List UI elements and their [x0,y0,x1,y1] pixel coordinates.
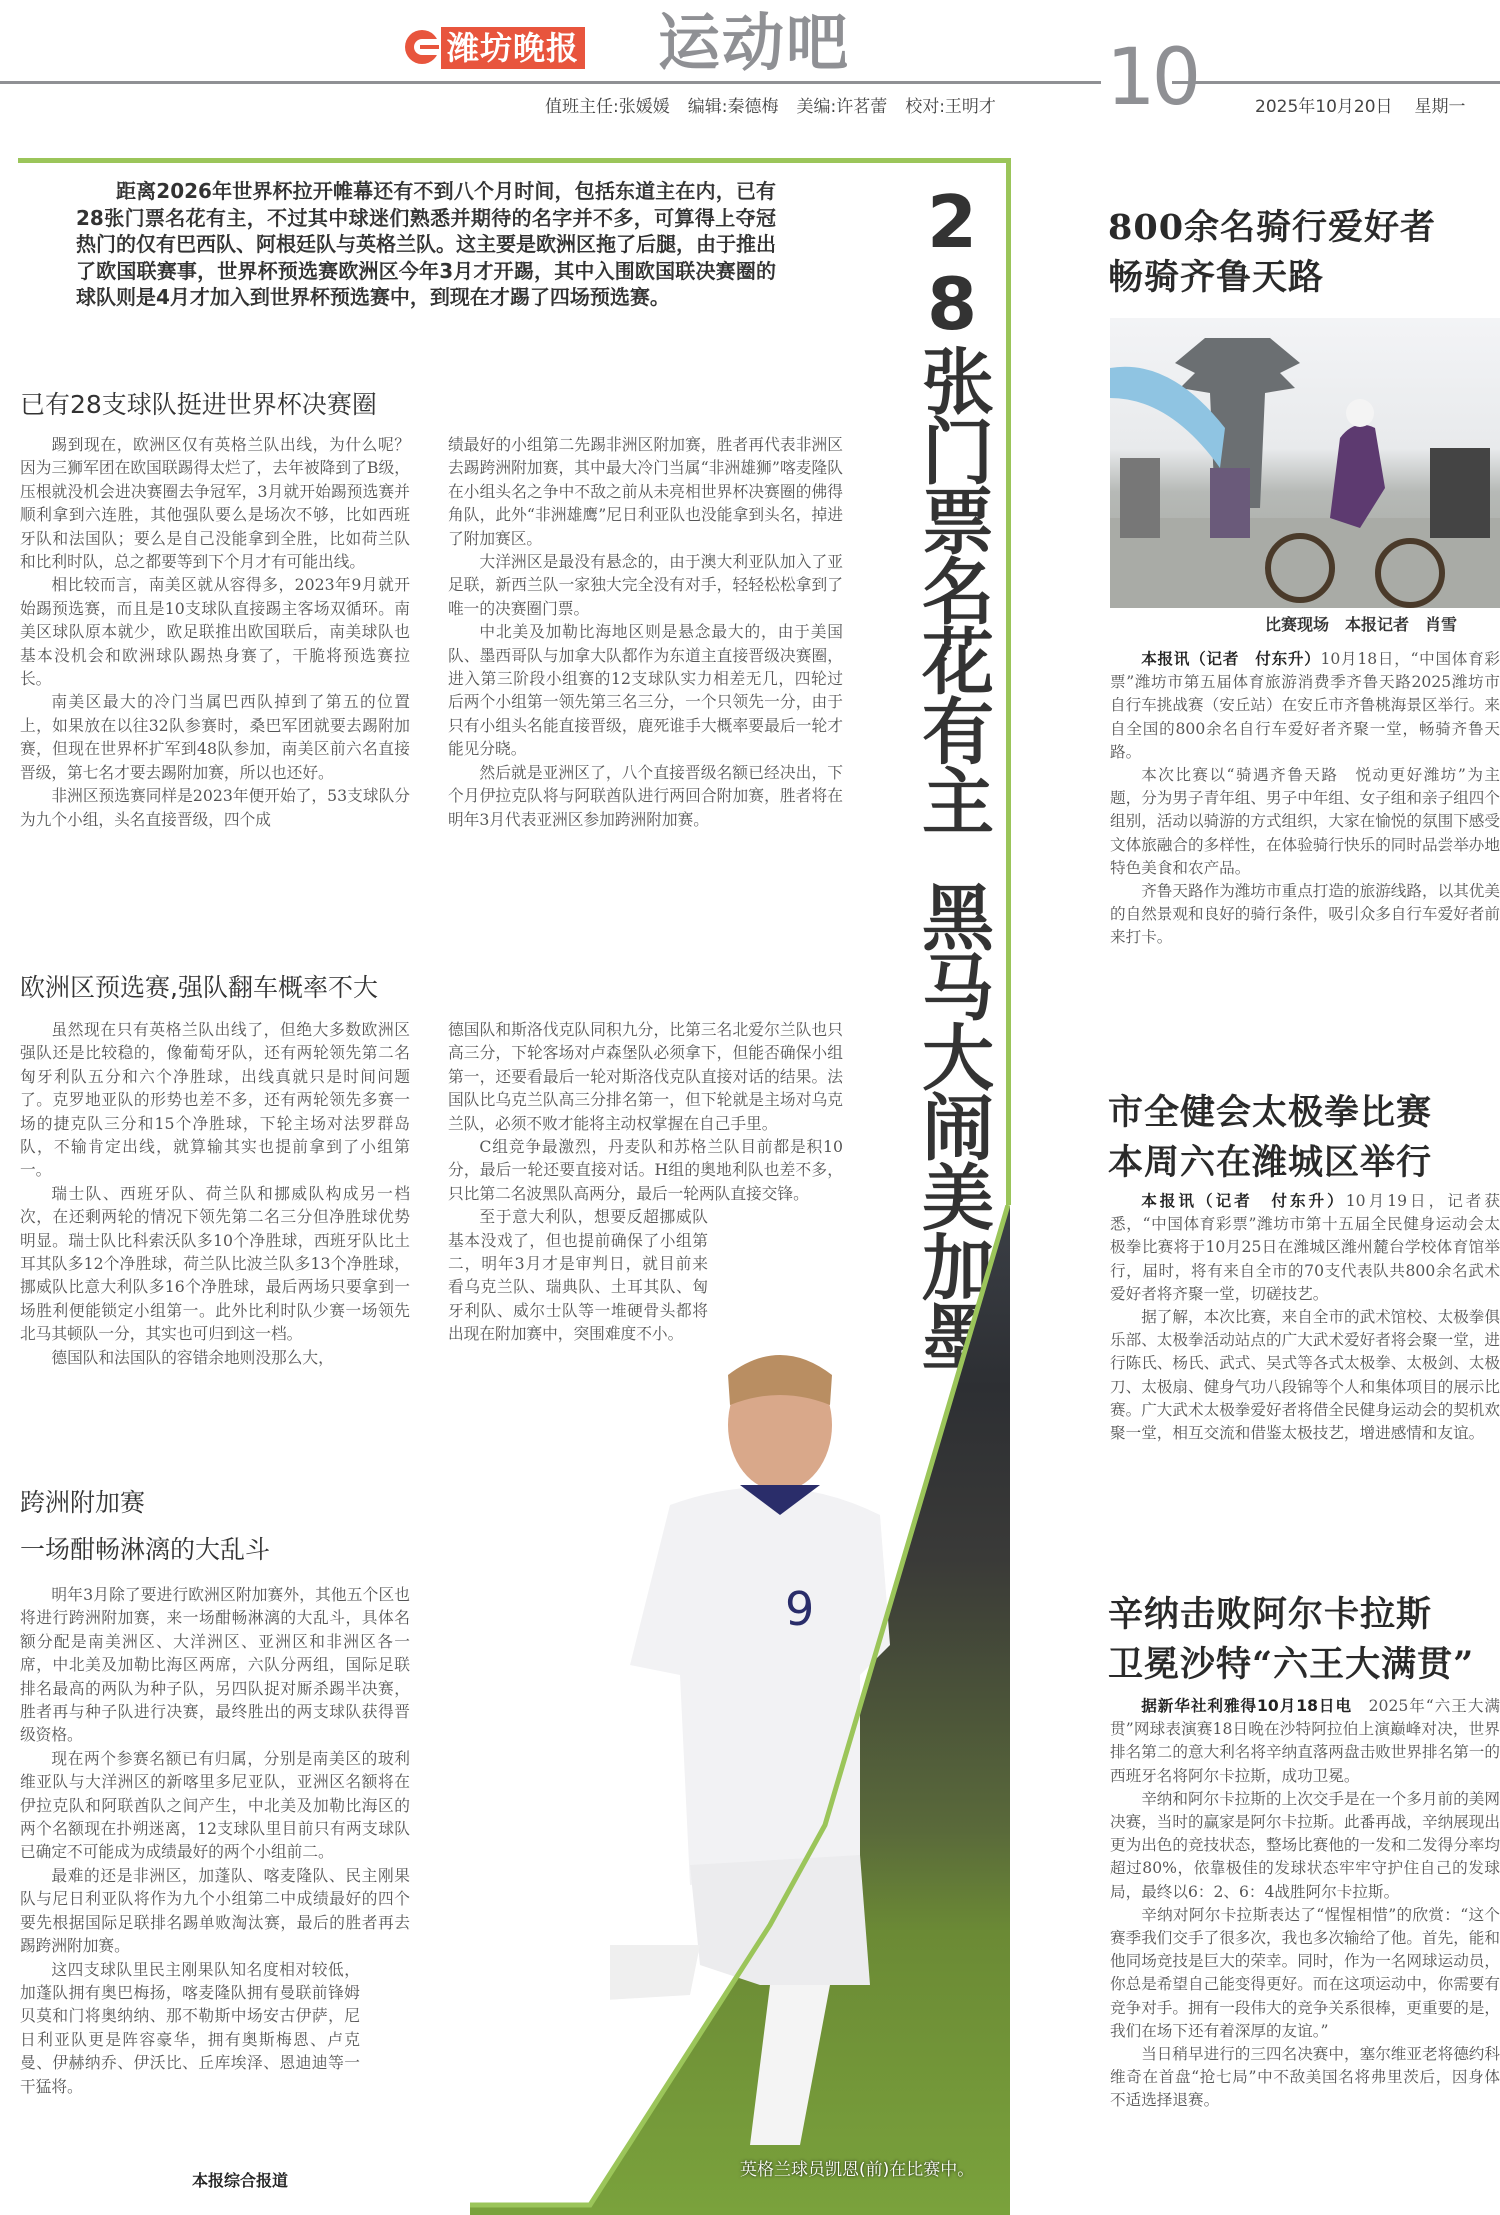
football-player-figure [610,1345,890,2165]
section-subheading: 一场酣畅淋漓的大乱斗 [20,1535,271,1564]
paragraph: 大洋洲区是最没有悬念的，由于澳大利亚队加入了亚足联，新西兰队一家独大完全没有对手，轻轻松松拿到了唯一的决赛圈门票。 [448,552,843,618]
frame-top-rule [18,158,1010,163]
section-heading: 欧洲区预选赛,强队翻车概率不大 [20,973,378,1002]
paragraph-text: 10月19日，记者获悉，“中国体育彩票”潍坊市第十五届全民健身运动会太极拳比赛将于10月25日在潍城区潍州麓台学校体育馆举行，届时，将有来自全市的70支代表队共800余名武术爱好者将齐聚一堂，切磋技艺。 [1110,1192,1500,1303]
paragraph: 中北美及加勒比海地区则是悬念最大的，由于美国队、墨西哥队与加拿大队都作为东道主直接晋级决赛圈，进入第三阶段小组赛的12支球队实力相差无几，四轮过后两个小组第一领先第三名三分，一个只领先一分，由于只有小组头名能直接晋级，鹿死谁手大概率要最后一轮才能见分晓。 [448,622,843,759]
headline-part-1: 28张门票名花有主 [910,180,994,834]
sidebar-article [1110,1695,1500,2113]
paragraph: 辛纳和阿尔卡拉斯的上次交手是在一个多月前的美网决赛，当时的赢家是阿尔卡拉斯。此番再战，辛纳展现出更为出色的竞技状态，整场比赛他的一发和二发得分率均超过80%，依靠极佳的发球状态牢牢守护住自己的发球局，最终以6：2、6：4战胜阿尔卡拉斯。 [1110,1789,1500,1901]
headline-line: 800余名骑行爱好者 [1108,207,1437,248]
sidebar-article [1110,1190,1500,1445]
masthead-divider-right [1172,81,1500,84]
lede-paragraph: 距离2026年世界杯拉开帷幕还有不到八个月时间，包括东道主在内，已有28张门票名花有主，不过其中球迷们熟悉并期待的名字并不多，可算得上夺冠热门的仅有巴西队、阿根廷队与英格兰队。这主要是欧洲区拖了后腿，由于推出了欧国联赛事，世界杯预选赛欧洲区今年3月才开踢，其中入围欧国联决赛圈的球队则是4月才加入到世界杯预选赛中，到现在才踢了四场预选赛。 [76,179,776,309]
sidebar-headline [1108,1088,1432,1188]
weekday-text: 星期一 [1414,97,1466,117]
paragraph: 本次比赛以“骑遇齐鲁天路 悦动更好潍坊”为主题，分为男子青年组、男子中年组、女子组和亲子组四个组别，活动以骑游的方式组织，大家在愉悦的氛围下感受文体旅融合的多样性，在体验骑行快乐的同时品尝举办地特色美食和农产品。 [1110,766,1500,877]
credit-duty-chief: 值班主任:张媛媛 [545,97,670,117]
newspaper-logo-icon [405,30,439,64]
article-column [20,1018,410,1369]
paragraph: 齐鲁天路作为潍坊市重点打造的旅游线路，以其优美的自然景观和良好的骑行条件，吸引众多自行车爱好者前来打卡。 [1110,882,1500,947]
cycling-photo [1110,318,1500,608]
sidebar-headline [1108,203,1436,303]
paragraph: 德国队和斯洛伐克队同积九分，比第三名北爱尔兰队也只高三分，下轮客场对卢森堡队必须拿下，但能否确保小组第一，还要看最后一轮对斯洛伐克队直接对话的结果。法国队比乌克兰队高三分排名第一，但下轮就是主场对乌克兰队，必须不败才能将主动权掌握在自己手里。 [448,1020,843,1133]
paragraph: 最难的还是非洲区，加蓬队、喀麦隆队、民主刚果队与尼日利亚队将作为九个小组第二中成绩最好的四个要先根据国际足联排名踢单败淘汰赛，最后的胜者再去踢跨洲附加赛。 [20,1865,410,1956]
paragraph-text: 10月18日，“中国体育彩票”潍坊市第五届体育旅游消费季齐鲁天路2025潍坊市自行车挑战赛（安丘站）在安丘市齐鲁桃海景区举行。来自全国的800余名自行车爱好者齐聚一堂，畅骑齐鲁天路。 [1110,650,1500,761]
paragraph: 瑞士队、西班牙队、荷兰队和挪威队构成另一档次，在还剩两轮的情况下领先第二名三分但净胜球优势明显。瑞士队比科索沃队多10个净胜球，西班牙队比土耳其队多12个净胜球，荷兰队比波兰队多13个净胜球，挪威队比意大利队多16个净胜球，最后两场只要拿到一场胜利便能锁定小组第一。此外比利时队少赛一场领先北马其顿队一分，其实也可归到这一档。 [20,1183,410,1344]
photo-caption: 英格兰球员凯恩(前)在比赛中。 [740,2160,975,2180]
paragraph: 这四支球队里民主刚果队知名度相对较低，加蓬队拥有奥巴梅扬，喀麦隆队拥有曼联前锋姆贝莫和门将奥纳纳、那不勒斯中场安古伊萨，尼日利亚队更是阵容豪华，拥有奥斯梅恩、卢克曼、伊赫纳乔、伊沃比、丘库埃泽、恩迪迪等一干猛将。 [20,1959,360,2096]
paragraph: 据了解，本次比赛，来自全市的武术馆校、太极拳俱乐部、太极拳活动站点的广大武术爱好者将会聚一堂，进行陈氏、杨氏、武式、吴式等各式太极拳、太极剑、太极刀、太极扇、健身气功八段锦等个人和集体项目的展示比赛。广大武术太极拳爱好者将借全民健身运动会的契机欢聚一堂，相互交流和借鉴太极技艺，增进感情和友谊。 [1110,1308,1500,1443]
paragraph: 辛纳对阿尔卡拉斯表达了“惺惺相惜”的欣赏：“这个赛季我们交手了很多次，我也多次输给了他。首先，能和他同场竞技是巨大的荣幸。同时，作为一名网球运动员，你总是希望自己能变得更好。而在这项运动中，你需要有竞争对手。拥有一段伟大的竞争关系很棒，更重要的是，我们在场下还有着深厚的友谊。” [1110,1905,1500,2040]
section-heading: 跨洲附加赛 [20,1488,146,1517]
paragraph: 德国队和法国队的容错余地则没那么大， [51,1347,334,1367]
paper-name: 潍坊晚报 [441,27,585,69]
headline-part-2: 黑马大闹美加墨 [910,880,994,1370]
paragraph [1110,1190,1500,1306]
paragraph: 非洲区预选赛同样是2023年便开始了，53支球队分为九个小组，头名直接晋级，四个成 [20,786,410,829]
paragraph: 至于意大利队，想要反超挪威队基本没戏了，但也提前确保了小组第二，明年3月才是审判日，就目前来看乌克兰队、瑞典队、土耳其队、匈牙利队、威尔士队等一堆硬骨头都将出现在附加赛中，突围难度不小。 [448,1207,708,1344]
sidebar-headline [1108,1590,1474,1690]
headline-line: 本周六在潍城区举行 [1108,1142,1433,1183]
main-headline-vertical [900,180,992,1370]
paragraph: 相比较而言，南美区就从容得多，2023年9月就开始踢预选赛，而且是10支球队直接踢主客场双循环。南美区球队原本就少，欧足联推出欧国联后，南美球队也基本没机会和欧洲球队踢热身赛了，干脆将预选赛拉长。 [20,575,410,689]
paragraph [1110,648,1500,764]
paragraph: 然后就是亚洲区了，八个直接晋级名额已经决出，下个月伊拉克队将与阿联酋队进行两回合附加赛，胜者将在明年3月代表亚洲区参加跨洲附加赛。 [448,762,843,829]
paragraph: 虽然现在只有英格兰队出线了，但绝大多数欧洲区强队还是比较稳的，像葡萄牙队，还有两轮领先第二名匈牙利队五分和六个净胜球，出线真就只是时间问题了。克罗地亚队的形势也差不多，还有两轮领先多赛一场的捷克队三分和15个净胜球，下轮主场对法罗群岛队，不输肯定出线，就算输其实也提前拿到了小组第一。 [20,1020,410,1180]
section-title: 运动吧 [658,6,851,79]
section-heading: 已有28支球队挺进世界杯决赛圈 [20,390,377,419]
headline-line: 卫冕沙特“六王大满贯” [1108,1644,1475,1685]
date-text: 2025年10月20日 [1255,97,1393,117]
paragraph [1110,1695,1500,1788]
paragraph-text: 2025年“六王大满贯”网球表演赛18日晚在沙特阿拉伯上演巅峰对决，世界排名第二的意大利名将辛纳直落两盘击败世界排名第一的西班牙名将阿尔卡拉斯，成功卫冕。 [1110,1697,1500,1785]
photo-credit: 比赛现场 本报记者 肖雪 [1265,615,1458,634]
editor-credits [545,92,1014,117]
frame-right-rule [1006,158,1011,1205]
article-column [20,1583,410,2098]
credit-art-editor: 美编:许茗蕾 [796,97,888,117]
svg-text:9: 9 [785,1582,815,1636]
paragraph: 当日稍早进行的三四名决赛中，塞尔维亚老将德约科维奇在首盘“抢七局”中不敌美国名将弗里茨后，因身体不适选择退赛。 [1110,2045,1500,2110]
paragraph: 明年3月除了要进行欧洲区附加赛外，其他五个区也将进行跨洲附加赛，来一场酣畅淋漓的大乱斗，具体名额分配是南美洲区、大洋洲区、亚洲区和非洲区各一席，中北美及加勒比海区两席，六队分两组，国际足联排名最高的两队为种子队，另四队捉对厮杀踢半决赛，胜者再与种子队进行决赛，最终胜出的两支球队获得晋级资格。 [20,1585,410,1745]
article-column [20,433,410,831]
masthead-divider-left [0,81,1101,84]
paragraph: 绩最好的小组第二先踢非洲区附加赛，胜者再代表非洲区去踢跨洲附加赛，其中最大冷门当属“非洲雄狮”喀麦隆队在小组头名之争中不敌之前从未亮相世界杯决赛圈的佛得角队，此外“非洲雄鹰”尼日利亚队也没能拿到头名，掉进了附加赛区。 [448,435,843,548]
paragraph: C组竞争最激烈，丹麦队和苏格兰队目前都是积10分，最后一轮还要直接对话。H组的奥地利队也差不多，只比第二名波黑队高两分，最后一轮两队直接交锋。 [448,1137,843,1203]
headline-line: 辛纳击败阿尔卡拉斯 [1108,1594,1433,1635]
main-photo [470,1205,1010,2215]
dateline: 据新华社利雅得10月18日电 [1141,1697,1353,1715]
credit-editor: 编辑:秦德梅 [687,97,779,117]
headline-line: 市全健会太极拳比赛 [1108,1092,1433,1133]
credit-proofreader: 校对:王明才 [905,97,996,117]
paragraph: 南美区最大的冷门当属巴西队掉到了第五的位置上，如果放在以往32队参赛时，桑巴军团就要去踢附加赛，但现在世界杯扩军到48队参加，南美区前六名直接晋级，第七名才要去踢附加赛，所以也还好。 [20,692,410,782]
article-column [448,433,843,831]
paragraph: 现在两个参赛名额已有归属，分别是南美区的玻利维亚队与大洋洲区的新喀里多尼亚队，亚洲区名额将在伊拉克队和阿联酋队之间产生，中北美及加勒比海区的两个名额现在扑朔迷离，12支球队里目前只有两支球队已确定不可能成为成绩最好的两个小组前二。 [20,1748,410,1862]
dateline: 本报讯（记者 付东升） [1141,650,1321,668]
byline: 本报综合报道 [192,2171,289,2190]
dateline: 本报讯（记者 付东升） [1141,1192,1346,1210]
sidebar-article [1110,648,1500,950]
issue-date [1255,92,1488,117]
paragraph: 踢到现在，欧洲区仅有英格兰队出线，为什么呢？因为三狮军团在欧国联踢得太烂了，去年被降到了B级，压根就没机会进决赛圈去争冠军，3月就开始踢预选赛并顺利拿到六连胜，其他强队要么是场次不够，比如西班牙队和法国队；要么是自己没能拿到全胜，比如荷兰队和比利时队，总之都要等到下个月才有可能出线。 [20,435,410,572]
page-number: 10 [1106,33,1198,123]
headline-line: 畅骑齐鲁天路 [1108,257,1325,298]
